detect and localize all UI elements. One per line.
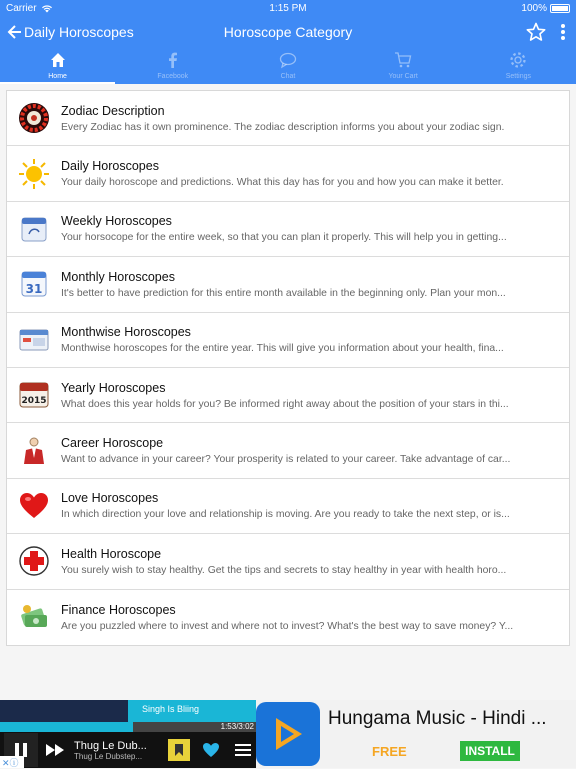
category-row-monthwise[interactable] [7,313,569,368]
battery-label: 100% [521,2,547,14]
category-description: Your horsocope for the entire week, so that you can plan it properly. This will help you in getting... [61,232,507,244]
category-row-career[interactable] [7,423,569,478]
category-row-love[interactable] [7,479,569,534]
category-description: You surely wish to stay healthy. Get the tips and secrets to stay healthy in year with health horo... [61,564,507,576]
category-row-zodiac[interactable] [7,91,569,146]
play-icon [268,714,308,754]
calendar-week-icon [20,215,48,243]
category-row-monthly[interactable] [7,257,569,312]
tab-label: Your Cart [388,73,418,80]
heart-icon [19,492,49,520]
category-description: In which direction your love and relationship is moving. Are you ready to take the next step, or is... [61,509,510,521]
ad-app-name: Hungama Music - Hindi ... [328,708,547,729]
gear-icon [509,51,527,69]
category-title: Finance Horoscopes [61,602,176,617]
ad-banner[interactable] [0,700,576,768]
home-icon [49,51,67,69]
category-description: Want to advance in your career? Your prosperity is related to your career. Take advantage of car... [61,454,511,466]
page-title: Horoscope Category [223,24,353,40]
status-time: 1:15 PM [269,2,307,14]
category-title: Career Horoscope [61,436,164,451]
svg-text:2015: 2015 [21,396,47,407]
ad-player-timer: 1:53/3:02 [220,722,254,731]
back-button[interactable] [0,24,134,40]
category-row-weekly[interactable] [7,202,569,257]
battery-icon [550,4,570,13]
navigation-bar [0,16,576,48]
tab-cart[interactable] [346,48,461,84]
tab-label: Settings [505,73,531,80]
medical-cross-icon [19,546,49,576]
ad-player-preview [0,700,256,768]
tab-label: Facebook [157,73,189,80]
category-description: Your daily horoscope and predictions. What this day has for you and how you can make it better. [61,177,504,189]
ad-song-subtitle: Thug Le Dubstep... [74,751,143,761]
fast-forward-icon [44,739,66,761]
category-title: Yearly Horoscopes [61,380,166,395]
tab-label: Home [48,73,67,80]
ad-progress-bar [0,722,256,732]
category-row-daily[interactable] [7,146,569,201]
category-description: What does this year holds for you? Be informed right away about the position of your stars in thi... [61,398,509,410]
heart-icon [200,739,222,761]
money-icon [19,603,49,631]
tab-label: Chat [280,73,296,80]
tab-facebook[interactable] [115,48,230,84]
cart-icon [394,51,412,69]
ad-song-info [74,740,158,761]
calendar-month-icon [19,327,49,353]
tab-chat[interactable] [230,48,345,84]
facebook-icon [164,51,182,69]
category-title: Weekly Horoscopes [61,214,172,229]
tab-bar [0,48,576,84]
category-description: It's better to have prediction for this entire month available in the beginning only. Plan your mon... [61,287,506,299]
category-title: Monthwise Horoscopes [61,325,191,340]
ad-song-title: Thug Le Dub... [74,739,147,752]
category-row-finance[interactable] [7,590,569,645]
playlist-icon [232,739,254,761]
calendar-2015-icon [19,381,49,409]
install-button[interactable]: INSTALL [460,741,520,761]
category-title: Zodiac Description [61,103,165,118]
sun-icon [18,158,50,190]
tab-settings[interactable] [461,48,576,84]
category-title: Health Horoscope [61,546,162,561]
ad-app-logo [256,702,320,766]
back-label: Daily Horoscopes [24,24,134,40]
businessman-icon [20,436,48,466]
calendar-31-icon [20,270,48,298]
adchoices-icon[interactable]: ✕ⓘ [0,756,24,768]
ad-price-label: FREE [372,744,407,759]
back-arrow-icon [6,24,22,40]
category-title: Monthly Horoscopes [61,269,175,284]
ad-thumbnail-caption: Singh Is Bliing [128,700,256,722]
svg-text:31: 31 [25,282,43,297]
category-description: Monthwise horoscopes for the entire year. This will give you information about your health, fina... [61,343,504,355]
ad-thumbnail [0,700,128,722]
category-title: Daily Horoscopes [61,159,159,174]
category-list [6,90,570,646]
category-row-health[interactable] [7,534,569,589]
tab-home[interactable] [0,48,115,84]
bookmark-icon [168,739,190,761]
more-vertical-icon[interactable] [560,22,566,42]
ad-progress-fill [0,722,133,732]
zodiac-wheel-icon [18,102,50,134]
carrier-label: Carrier [6,2,37,14]
category-description: Are you puzzled where to invest and where not to invest? What's the best way to save money? Y... [61,620,514,632]
category-description: Every Zodiac has it own prominence. The zodiac description informs you about your zodiac sign. [61,121,505,133]
star-icon[interactable] [526,22,546,42]
category-row-yearly[interactable] [7,368,569,423]
chat-icon [279,51,297,69]
category-title: Love Horoscopes [61,491,159,506]
status-bar [0,0,576,16]
